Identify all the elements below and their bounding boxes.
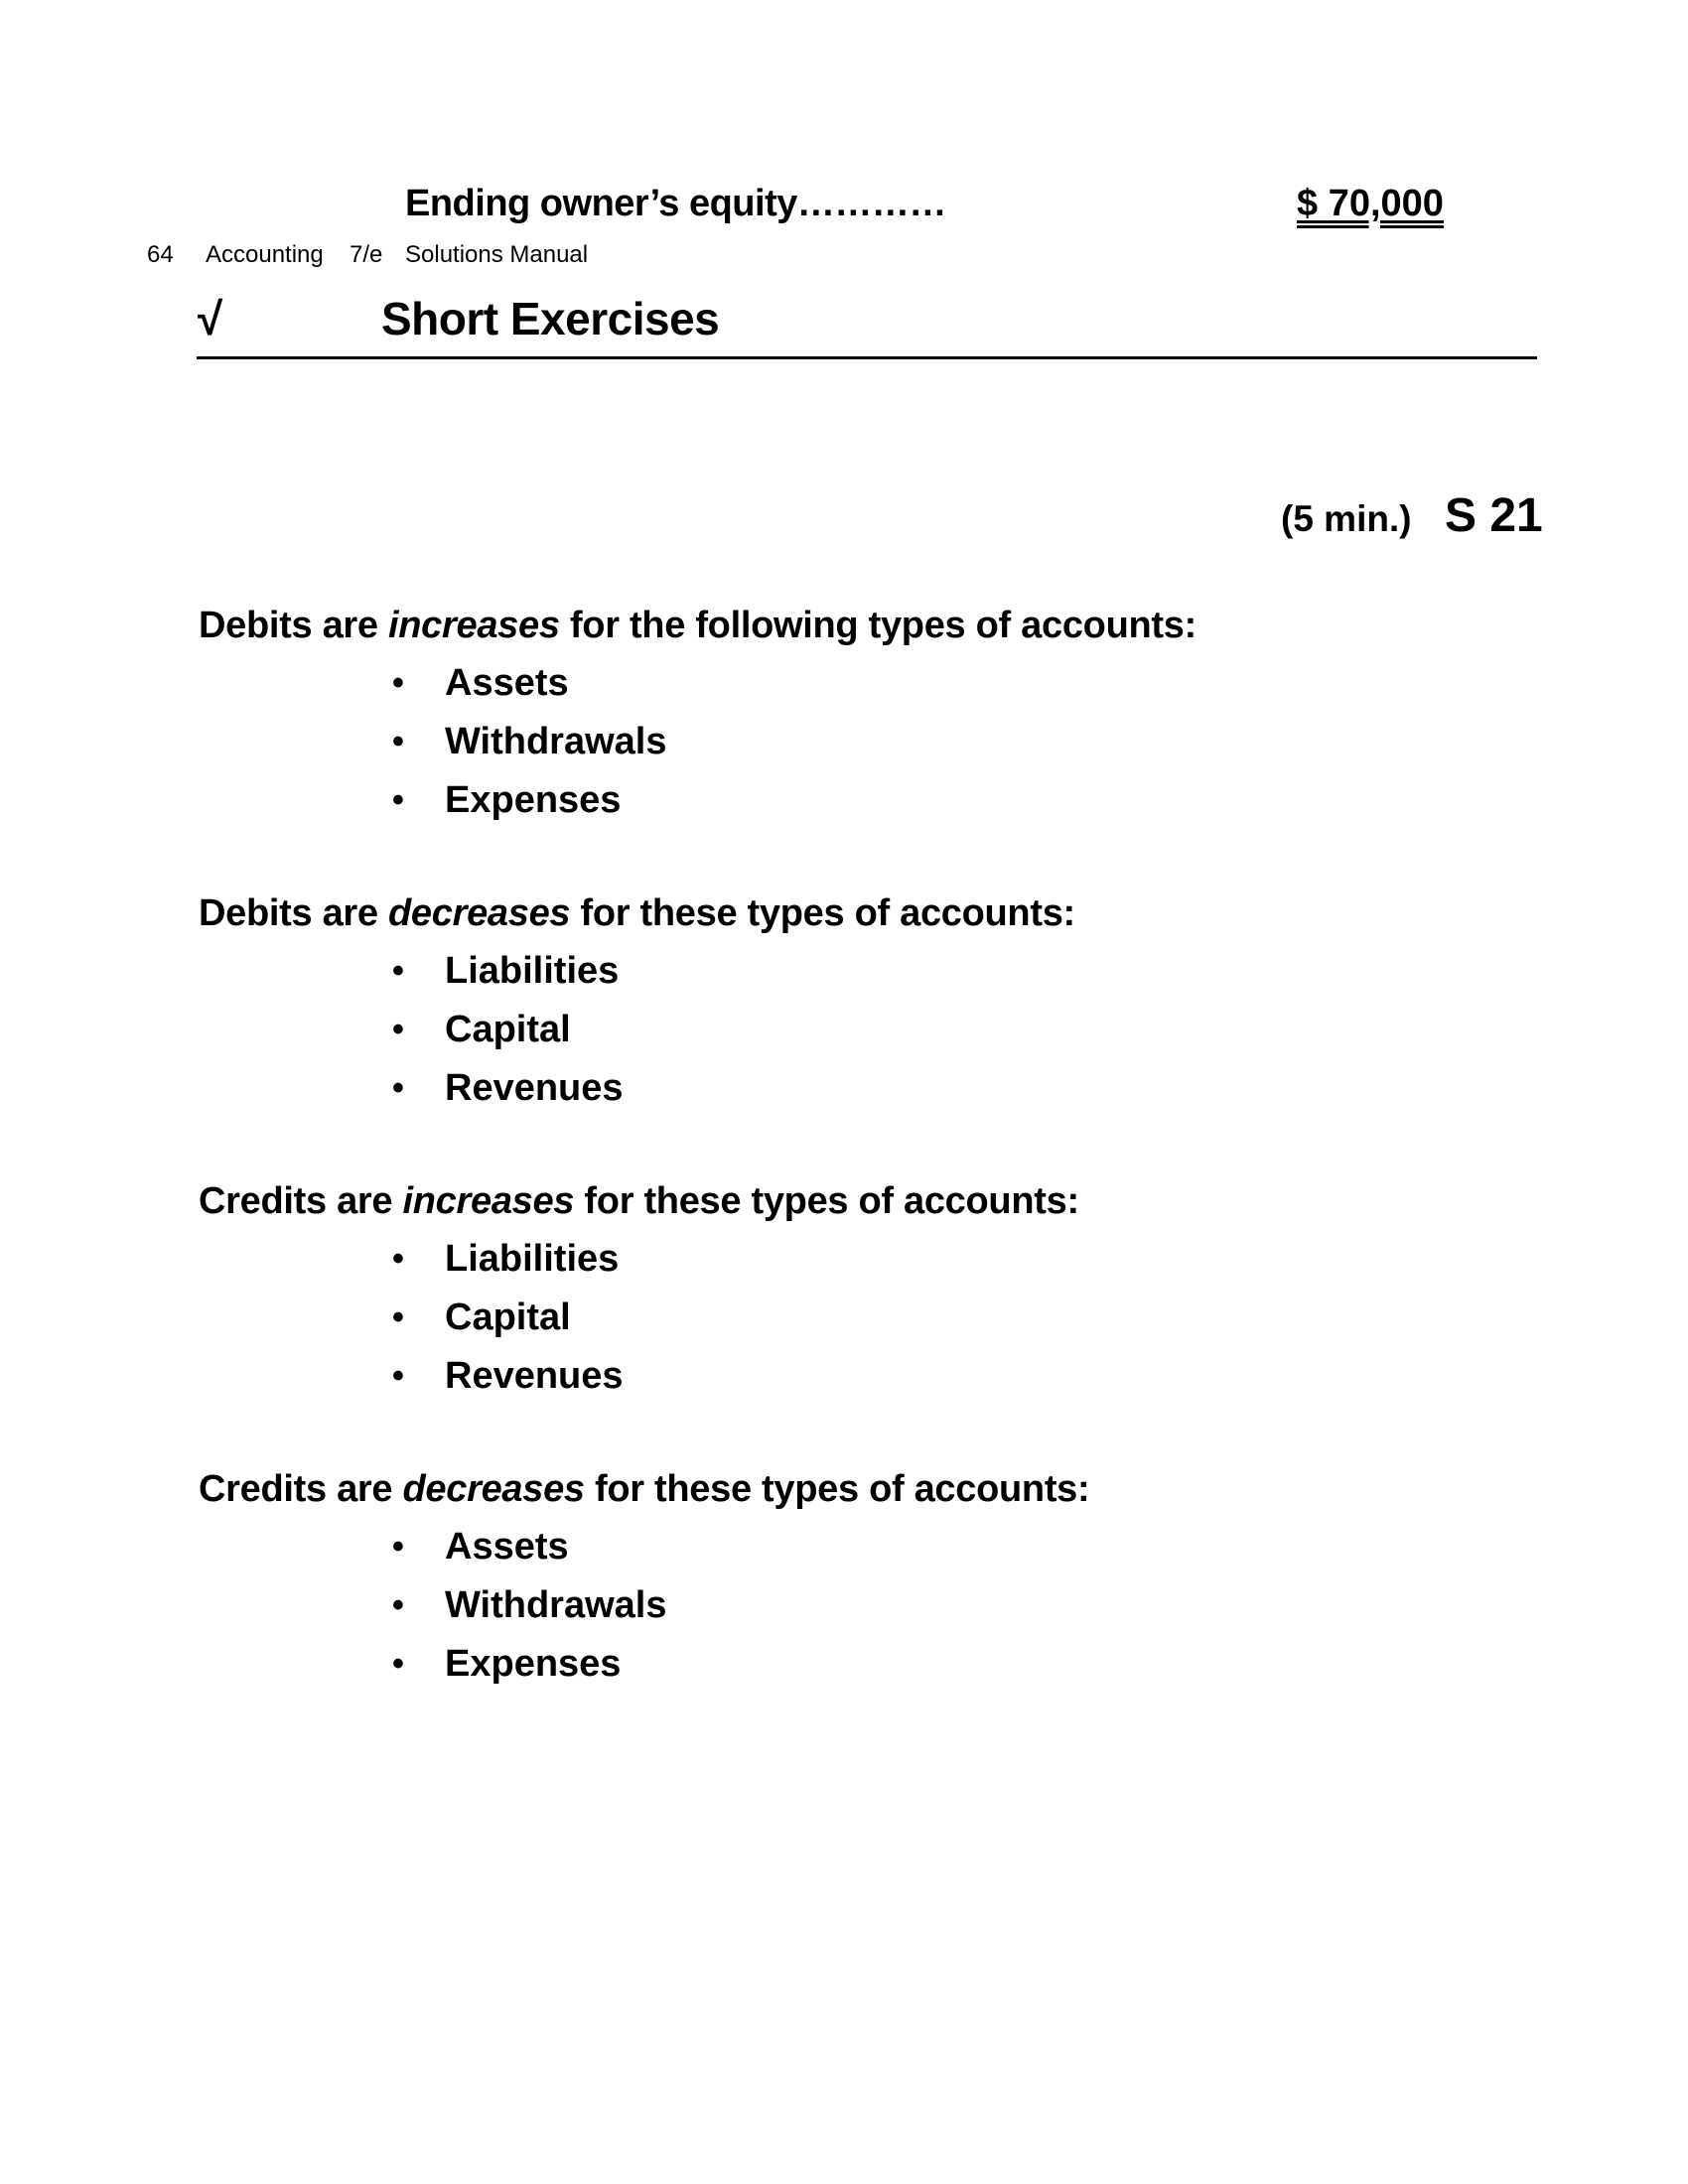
account-list — [199, 1518, 1089, 1694]
list-item-label: Assets — [445, 662, 569, 704]
account-list — [199, 1230, 1079, 1406]
ending-owners-equity-amount: $ 70,000 — [1297, 183, 1444, 224]
list-item-label: Expenses — [445, 1643, 622, 1685]
list-item-label: Assets — [445, 1526, 569, 1568]
edition: 7/e — [350, 241, 383, 268]
bullet-icon: • — [392, 1586, 404, 1624]
heading-emphasis: decreases — [402, 1468, 585, 1510]
group-heading — [199, 597, 1196, 654]
bullet-icon: • — [392, 952, 404, 990]
exercise-number: S 21 — [1445, 489, 1543, 542]
bullet-icon: • — [392, 1011, 404, 1048]
heading-suffix: for the following types of accounts: — [559, 605, 1196, 646]
heading-prefix: Credits are — [199, 1468, 403, 1510]
list-item-label: Capital — [445, 1297, 571, 1338]
credits-increase-group — [199, 1172, 1079, 1406]
heading-emphasis: increases — [402, 1180, 575, 1222]
list-item-label: Capital — [445, 1009, 571, 1050]
heading-emphasis: increases — [388, 605, 560, 646]
bullet-icon: • — [392, 1240, 404, 1278]
bullet-icon: • — [392, 1357, 404, 1395]
bullet-icon: • — [392, 723, 404, 760]
group-heading — [199, 1172, 1079, 1230]
heading-suffix: for these types of accounts: — [574, 1180, 1079, 1222]
heading-prefix: Credits are — [199, 1180, 403, 1222]
list-item-label: Withdrawals — [445, 721, 667, 762]
page-number: 64 — [147, 241, 174, 268]
debits-increase-group — [199, 597, 1196, 830]
list-item — [199, 942, 1075, 1001]
heading-emphasis: decreases — [388, 892, 571, 934]
list-item-label: Expenses — [445, 779, 622, 821]
list-item — [199, 1289, 1079, 1347]
bullet-icon: • — [392, 1645, 404, 1683]
list-item-label: Liabilities — [445, 1238, 620, 1280]
manual-title: Solutions Manual — [405, 241, 589, 268]
ending-owners-equity-label: Ending owner’s equity………… — [405, 183, 946, 224]
list-item — [199, 1518, 1089, 1576]
bullet-icon: • — [392, 1069, 404, 1107]
exercise-time: (5 min.) — [1281, 498, 1412, 539]
list-item — [199, 654, 1196, 713]
list-item — [199, 771, 1196, 830]
section-divider — [197, 356, 1537, 359]
list-item — [199, 713, 1196, 771]
bullet-icon: • — [392, 781, 404, 819]
account-list — [199, 942, 1075, 1118]
section-title: Short Exercises — [381, 293, 720, 344]
list-item-label: Liabilities — [445, 950, 620, 992]
book-title: Accounting — [206, 241, 324, 268]
credits-decrease-group — [199, 1460, 1089, 1694]
bullet-icon: • — [392, 1298, 404, 1336]
list-item-label: Revenues — [445, 1067, 624, 1109]
list-item — [199, 1576, 1089, 1635]
heading-suffix: for these types of accounts: — [584, 1468, 1090, 1510]
bullet-icon: • — [392, 664, 404, 702]
debits-decrease-group — [199, 885, 1075, 1118]
list-item-label: Revenues — [445, 1355, 624, 1397]
group-heading — [199, 885, 1075, 942]
bullet-icon: • — [392, 1528, 404, 1566]
list-item — [199, 1347, 1079, 1406]
list-item-label: Withdrawals — [445, 1584, 667, 1626]
heading-suffix: for these types of accounts: — [570, 892, 1075, 934]
list-item — [199, 1230, 1079, 1289]
list-item — [199, 1001, 1075, 1059]
heading-prefix: Debits are — [199, 892, 389, 934]
list-item — [199, 1635, 1089, 1694]
heading-prefix: Debits are — [199, 605, 389, 646]
account-list — [199, 654, 1196, 830]
group-heading — [199, 1460, 1089, 1518]
list-item — [199, 1059, 1075, 1118]
check-mark-icon: √ — [198, 293, 223, 344]
